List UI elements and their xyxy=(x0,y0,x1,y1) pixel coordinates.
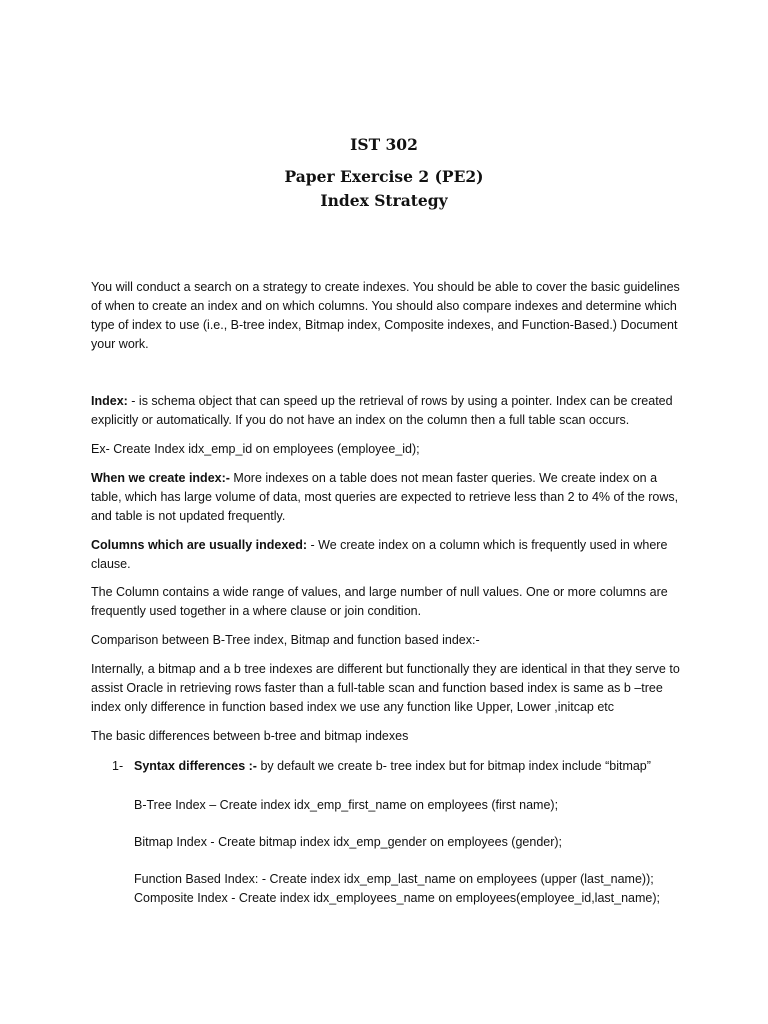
columns-indexed-term: Columns which are usually indexed: xyxy=(91,538,308,552)
when-create-term: When we create index:- xyxy=(91,471,230,485)
list-item-1-number: 1- xyxy=(112,759,124,773)
intro-paragraph: You will conduct a search on a strategy to create indexes. You should be able to cover the basic guidelines of when to create an index and on which columns. You should also compare indexes and determine which type of index to use (i.e., B-tree index, Bitmap index, Composite indexes, and Function-Based.) Document your work. xyxy=(91,280,680,351)
function-based-example: Function Based Index: - Create index idx_emp_last_name on employees (upper (last_name)); xyxy=(134,872,654,886)
list-item-1-content xyxy=(134,757,651,776)
internally-paragraph: Internally, a bitmap and a b tree indexes are different but functionally they are identical in that they serve to assist Oracle in retrieving rows faster than a full-table scan and function based index is same as b –tree index only difference in function based index we use any function like Upper, Lower ,initcap etc xyxy=(91,662,680,714)
example-paragraph: Ex- Create Index idx_emp_id on employees (employee_id); xyxy=(91,442,420,456)
course-title: IST 302 xyxy=(350,135,418,154)
syntax-differences-term: Syntax differences :- xyxy=(134,759,257,773)
when-create-text: More indexes on a table does not mean faster queries. We create index on a table, which has large volume of data, most queries are expected to retrieve less than 2 to 4% of the rows, and table is not updated frequently. xyxy=(91,471,679,523)
syntax-differences-text: by default we create b- tree index but for bitmap index include “bitmap” xyxy=(256,759,651,773)
columns-indexed-text: - We create index on a column which is frequently used in where clause. xyxy=(91,538,668,571)
composite-example: Composite Index - Create index idx_employees_name on employees(employee_id,last_name); xyxy=(134,891,660,905)
columns-indexed-paragraph xyxy=(91,536,691,574)
comparison-heading: Comparison between B-Tree index, Bitmap and function based index:- xyxy=(91,633,480,647)
bitmap-example: Bitmap Index - Create bitmap index idx_emp_gender on employees (gender); xyxy=(134,835,563,849)
basic-differences-paragraph: The basic differences between b-tree and bitmap indexes xyxy=(91,729,409,743)
btree-example: B-Tree Index – Create index idx_emp_first_name on employees (first name); xyxy=(134,798,559,812)
index-definition-paragraph xyxy=(91,392,691,430)
index-definition-text: - is schema object that can speed up the retrieval of rows by using a pointer. Index can be created explicitly or automatically. If you do not have an index on the column then a full table scan occurs. xyxy=(91,394,673,427)
index-term: Index: xyxy=(91,394,128,408)
topic-title: Index Strategy xyxy=(320,191,448,210)
when-create-paragraph xyxy=(91,469,691,526)
exercise-title: Paper Exercise 2 (PE2) xyxy=(284,167,484,186)
column-range-paragraph: The Column contains a wide range of values, and large number of null values. One or more columns are frequently used together in a where clause or join condition. xyxy=(91,585,668,618)
